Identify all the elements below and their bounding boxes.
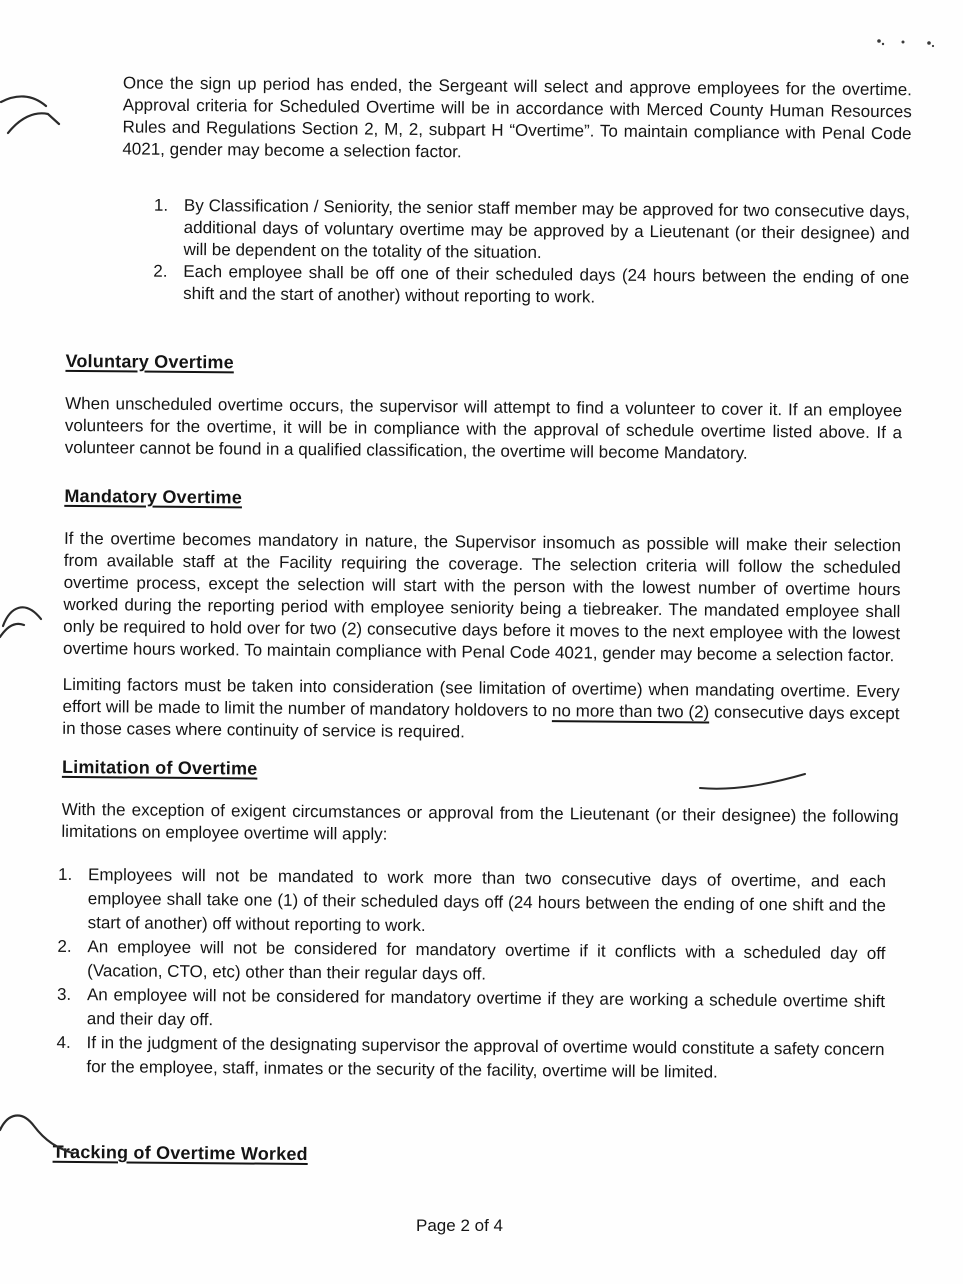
list-item bbox=[58, 863, 887, 942]
list-item bbox=[153, 261, 909, 312]
approval-criteria-list bbox=[0, 193, 910, 311]
pen-underlined-phrase: no more than two (2) bbox=[551, 701, 710, 722]
list-item-number: 2. bbox=[153, 261, 168, 281]
list-item-text: Employees will not be mandated to work more than two consecutive days of overtime, and each employee shall take one (1) of their scheduled days off (24 hours between the ending of one shift and the start of another) off without reporting to work. bbox=[87, 865, 887, 936]
limiting-factors-paragraph bbox=[62, 674, 900, 747]
mandatory-overtime-paragraph: If the overtime becomes mandatory in nature, the Supervisor insomuch as possible will make their selection from available staff at the Facility requiring the coverage. The selection criteria will follow the scheduled overtime process, except the selection will start with the person with the lowest number of overtime hours worked during the reporting period with employee seniority being a tiebreaker. The mandated employee shall only be required to hold over for two (2) consecutive days before it moves to the next employee with the lowest overtime hours worked. To maintain compliance with Penal Code 4021, gender may become a selection factor. bbox=[62, 528, 902, 666]
section-heading-mandatory-overtime: Mandatory Overtime bbox=[64, 485, 243, 508]
list-item-number: 4. bbox=[56, 1032, 71, 1052]
list-item-number: 3. bbox=[56, 984, 72, 1004]
limitation-list bbox=[0, 862, 886, 1086]
section-heading-limitation-of-overtime: Limitation of Overtime bbox=[61, 756, 258, 779]
list-item-number: 1. bbox=[57, 864, 73, 884]
limiting-text-before: Limiting factors must be taken into consideration (see limitation of overtime) when mandating overtime. Every effort will be made to limit the number of mandatory holdovers to bbox=[62, 674, 900, 721]
list-item-text: Each employee shall be off one of their scheduled days (24 hours between the ending of one shift and the start of another) without reporting to work. bbox=[183, 261, 910, 307]
limitation-intro-paragraph: With the exception of exigent circumstances or approval from the Lieutenant (or their designee) the following limitations on employee overtime will apply: bbox=[61, 799, 899, 844]
list-item bbox=[56, 1031, 884, 1086]
list-item-text: By Classification / Seniority, the senior staff member may be approved for two consecutive days, additional days of voluntary overtime may be approved by a Lieutenant (or their designee) and will be dependent on the totality of the situation. bbox=[183, 195, 910, 263]
section-heading-voluntary-overtime: Voluntary Overtime bbox=[65, 350, 234, 373]
list-item-text: An employee will not be considered for mandatory overtime if it conflicts with a scheduled day off (Vacation, CTO, etc) other than their regular days off. bbox=[87, 937, 886, 984]
list-item bbox=[57, 935, 885, 990]
intro-paragraph: Once the sign up period has ended, the Sergeant will select and approve employees for the overtime. Approval criteria for Scheduled Overtime will be in accordance with Merced County Human Resources Rules and Regulations Section 2, M, 2, subpart H “Overtime”. To maintain compliance with Penal Code 4021, gender may become a selection factor. bbox=[122, 73, 913, 162]
list-item-text: An employee will not be considered for mandatory overtime if they are working a schedule overtime shift and their day off. bbox=[86, 985, 886, 1030]
limiting-text-after: consecutive days except in those cases where continuity of service is required. bbox=[62, 702, 900, 742]
voluntary-overtime-paragraph: When unscheduled overtime occurs, the supervisor will attempt to find a volunteer to cover it. If an employee volunteers for the overtime, it will be in compliance with the approval of schedule overtime listed above. If a volunteer cannot be found in a qualified classification, the overtime will become Mandatory. bbox=[64, 393, 903, 463]
list-item bbox=[153, 195, 910, 268]
list-item-text: If in the judgment of the designating supervisor the approval of overtime would constitute a safety concern for the employee, staff, inmates or the security of the facility, overtime will be limited. bbox=[86, 1033, 885, 1082]
list-item-number: 2. bbox=[57, 936, 72, 956]
section-heading-tracking-of-overtime: Tracking of Overtime Worked bbox=[52, 1141, 308, 1165]
page-number: Page 2 of 4 bbox=[416, 1216, 503, 1235]
list-item bbox=[57, 983, 885, 1038]
list-item-number: 1. bbox=[153, 195, 169, 215]
